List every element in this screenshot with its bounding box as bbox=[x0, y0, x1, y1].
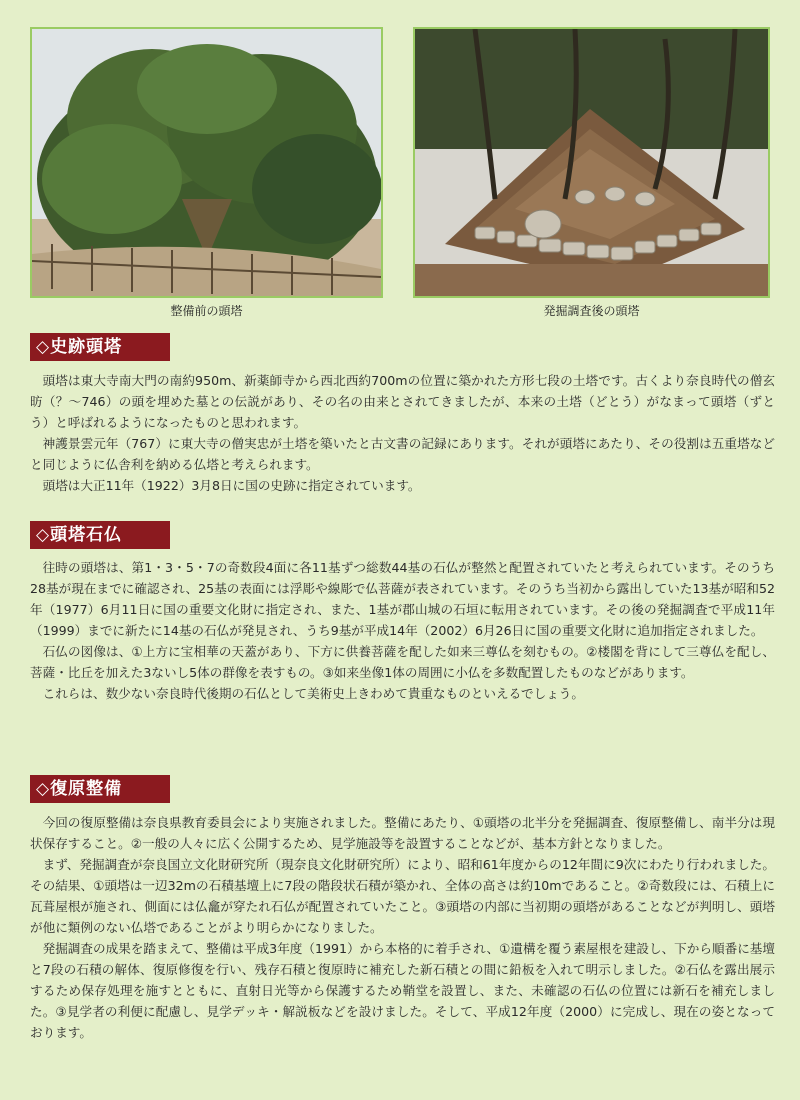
paragraph: 神護景雲元年（767）に東大寺の僧実忠が土塔を築いたと古文書の記録にあります。それが頭塔にあたり、その役割は五重塔などと同じように仏舎利を納める仏塔と考えられます。 bbox=[30, 436, 775, 472]
photo-caption-after: 発掘調査後の頭塔 bbox=[543, 304, 640, 318]
section-stone-buddhas-body bbox=[30, 557, 775, 704]
heading-restoration: ◇復原整備 bbox=[30, 775, 170, 803]
paragraph: まず、発掘調査が奈良国立文化財研究所（現奈良文化財研究所）により、昭和61年度からの12年間に9次にわたり行われました。その結果、①頭塔は一辺32mの石積基壇上に7段の階段状石積が築かれ、全体の高さは約10mであること。②奇数段には、石積上に瓦葺屋根が施され、側面には仏龕が穿たれ石仏が配置されていたこと。③頭塔の内部に当初期の頭塔があることなどが判明し、頭塔が他に類例のない仏塔であることがより明らかになりました。 bbox=[30, 857, 775, 935]
photo-before-restoration bbox=[30, 27, 383, 298]
paragraph: 発掘調査の成果を踏まえて、整備は平成3年度（1991）から本格的に着手され、①遺構を覆う素屋根を建設し、下から順番に基壇と7段の石積の解体、復原修復を行い、残存石積と復原時に補充した新石積との間に鉛板を入れて明示しました。②石仏を露出展示するため保存処理を施すとともに、直射日光等から保護するため鞘堂を設置し、また、未確認の石仏の位置には新石を補充しました。③見学者の利便に配慮し、見学デッキ・解説板などを設けました。そして、平成12年度（2000）に完成し、現在の姿となっております。 bbox=[30, 941, 776, 1040]
photo-caption-before: 整備前の頭塔 bbox=[170, 304, 243, 318]
paragraph: 往時の頭塔は、第1・3・5・7の奇数段4面に各11基ずつ総数44基の石仏が整然と配置されていたと考えられています。そのうち28基が現在までに確認され、25基の表面には浮彫や線彫で仏菩薩が表されています。そのうち当初から露出していた13基が昭和52年（1977）6月11日に国の重要文化財に指定され、また、1基が郡山城の石垣に転用されています。その後の発掘調査で平成11年（1999）までに新たに14基の石仏が発見され、うち9基が平成14年（2002）6月26日に国の重要文化財に追加指定されました。 bbox=[30, 560, 775, 638]
heading-zuto-stone-buddhas: ◇頭塔石仏 bbox=[30, 521, 170, 549]
paragraph: 今回の復原整備は奈良県教育委員会により実施されました。整備にあたり、①頭塔の北半分を発掘調査、復原整備し、南半分は現状保存すること。②一般の人々に広く公開するため、見学施設等を設置することなどが、基本方針となりました。 bbox=[30, 815, 775, 851]
photo-after-excavation bbox=[413, 27, 770, 298]
heading-historic-site-zuto: ◇史跡頭塔 bbox=[30, 333, 170, 361]
forested-mound-image bbox=[32, 29, 381, 296]
section-historic-site-body bbox=[30, 370, 775, 496]
paragraph: これらは、数少ない奈良時代後期の石仏として美術史上きわめて貴重なものといえるでしょう。 bbox=[42, 686, 584, 701]
paragraph: 頭塔は東大寺南大門の南約950m、新薬師寺から西北西約700mの位置に築かれた方形七段の土塔です。古くより奈良時代の僧玄昉（？～746）の頭を埋めた墓との伝説があり、その名の由来とされてきましたが、本来の土塔（どとう）がなまって頭塔（ずとう）と呼ばれるようになったものと思われます。 bbox=[30, 373, 775, 430]
paragraph: 石仏の図像は、①上方に宝相華の天蓋があり、下方に供養菩薩を配した如来三尊仏を刻むもの。②楼閣を背にして三尊仏を配し、菩薩・比丘を加えた3ないし5体の群像を表すもの。③如来坐像1体の周囲に小仏を多数配置したものなどがあります。 bbox=[30, 644, 775, 680]
paragraph: 頭塔は大正11年（1922）3月8日に国の史跡に指定されています。 bbox=[42, 478, 421, 493]
excavated-mound-image bbox=[415, 29, 768, 296]
section-restoration-body bbox=[30, 812, 775, 1043]
